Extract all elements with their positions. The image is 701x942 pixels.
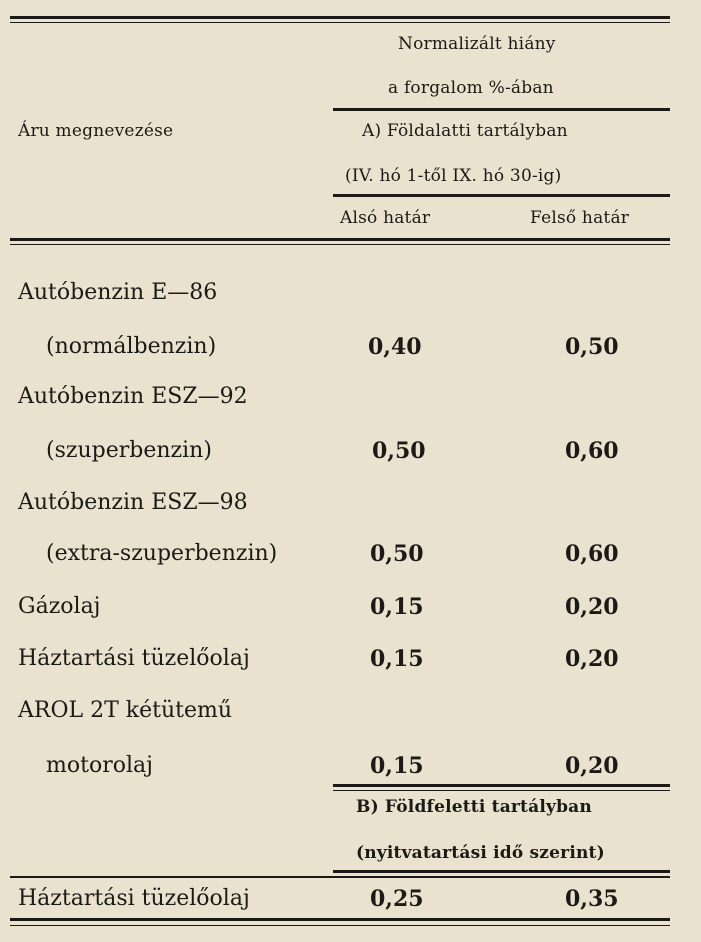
header-bottom-rule (10, 238, 670, 241)
section-b-left-rule (10, 876, 670, 878)
row-name: AROL 2T kétütemű (18, 698, 233, 723)
row-lower-value: 0,15 (370, 753, 424, 779)
bottom-rule-thin (10, 925, 670, 926)
row-upper-value: 0,35 (565, 886, 619, 912)
bottom-rule (10, 918, 670, 921)
header-title-line2: a forgalom %-ában (388, 78, 554, 98)
row-name: Gázolaj (18, 594, 101, 619)
top-rule (10, 16, 670, 19)
section-b-line1: B) Földfeletti tartályban (356, 797, 592, 817)
row-name: Háztartási tüzelőolaj (18, 886, 250, 911)
lower-limit-header: Alsó határ (340, 208, 431, 228)
row-name: Autóbenzin E—86 (18, 280, 218, 305)
row-upper-value: 0,60 (565, 541, 619, 567)
header-rule-1 (333, 108, 670, 111)
section-b-top-rule-thin (333, 790, 670, 791)
row-lower-value: 0,40 (368, 334, 422, 360)
section-b-line2: (nyitvatartási idő szerint) (356, 843, 605, 863)
row-lower-value: 0,25 (370, 886, 424, 912)
row-name: Autóbenzin ESZ—98 (18, 490, 248, 515)
section-a-line1: A) Földalatti tartályban (362, 121, 568, 141)
row-name: (szuperbenzin) (46, 438, 212, 463)
row-lower-value: 0,50 (372, 438, 426, 464)
row-upper-value: 0,20 (565, 594, 619, 620)
section-a-line2: (IV. hó 1-től IX. hó 30-ig) (345, 166, 562, 186)
row-upper-value: 0,20 (565, 753, 619, 779)
column-label: Áru megnevezése (18, 121, 174, 141)
row-upper-value: 0,60 (565, 438, 619, 464)
header-bottom-rule-thin (10, 244, 670, 245)
top-rule-thin (10, 22, 670, 23)
section-b-top-rule (333, 784, 670, 787)
header-rule-2 (333, 194, 670, 197)
row-lower-value: 0,50 (370, 541, 424, 567)
upper-limit-header: Felső határ (530, 208, 630, 228)
row-lower-value: 0,15 (370, 646, 424, 672)
row-lower-value: 0,15 (370, 594, 424, 620)
row-name: Autóbenzin ESZ—92 (18, 384, 248, 409)
row-upper-value: 0,20 (565, 646, 619, 672)
row-name: (normálbenzin) (46, 334, 217, 359)
header-title-line1: Normalizált hiány (398, 34, 556, 54)
section-b-bottom-rule (333, 870, 670, 873)
row-name: motorolaj (46, 753, 153, 778)
row-upper-value: 0,50 (565, 334, 619, 360)
row-name: (extra-szuperbenzin) (46, 541, 278, 566)
row-name: Háztartási tüzelőolaj (18, 646, 250, 671)
